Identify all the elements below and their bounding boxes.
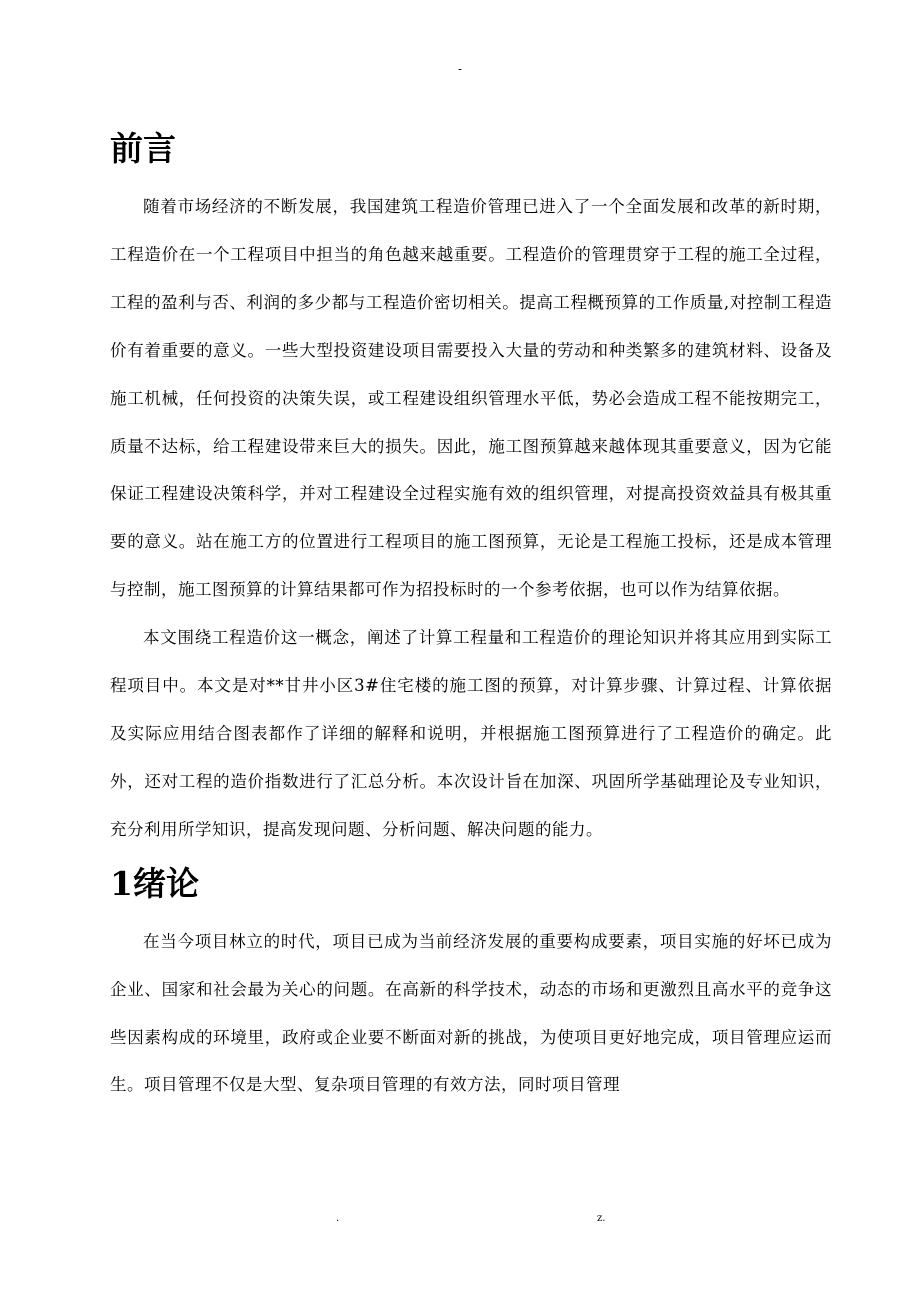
preface-paragraph-1: 随着市场经济的不断发展，我国建筑工程造价管理已进入了一个全面发展和改革的新时期，工程造价在一个工程项目中担当的角色越来越重要。工程造价的管理贯穿于工程的施工全过程，工程的盈利与否、利润的多少都与工程造价密切相关。提高工程概预算的工作质量,对控制工程造价有着重要的意义。一些大型投资建设项目需要投入大量的劳动和种类繁多的建筑材料、设备及施工机械，任何投资的决策失误，或工程建设组织管理水平低，势必会造成工程不能按期完工，质量不达标，给工程建设带来巨大的损失。因此，施工图预算越来越体现其重要意义，因为它能保证工程建设决策科学，并对工程建设全过程实施有效的组织管理，对提高投资效益具有极其重要的意义。站在施工方的位置进行工程项目的施工图预算，无论是工程施工投标，还是成本管理与控制，施工图预算的计算结果都可作为招投标时的一个参考依据，也可以作为结算依据。: [110, 197, 832, 600]
section-heading-preface: 前言: [110, 129, 176, 168]
document-body: [110, 125, 832, 1109]
page-header-mark: -: [457, 62, 463, 76]
page-footer-left-mark: .: [336, 1213, 340, 1224]
page-footer-right-mark: z.: [597, 1213, 606, 1224]
section-heading-introduction: 1绪论: [110, 863, 199, 903]
preface-paragraph-2: 本文围绕工程造价这一概念，阐述了计算工程量和工程造价的理论知识并将其应用到实际工程项目中。本文是对**甘井小区3#住宅楼的施工图的预算，对计算步骤、计算过程、计算依据及实际应用结合图表都作了详细的解释和说明，并根据施工图预算进行了工程造价的确定。此外，还对工程的造价指数进行了汇总分析。本次设计旨在加深、巩固所学基础理论及专业知识，充分利用所学知识，提高发现问题、分析问题、解决问题的能力。: [110, 628, 832, 839]
introduction-paragraph-1: 在当今项目林立的时代，项目已成为当前经济发展的重要构成要素，项目实施的好坏已成为企业、国家和社会最为关心的问题。在高新的科学技术，动态的市场和更激烈且高水平的竞争这些因素构成的环境里，政府或企业要不断面对新的挑战，为使项目更好地完成，项目管理应运而生。项目管理不仅是大型、复杂项目管理的有效方法，同时项目管理: [110, 931, 832, 1095]
